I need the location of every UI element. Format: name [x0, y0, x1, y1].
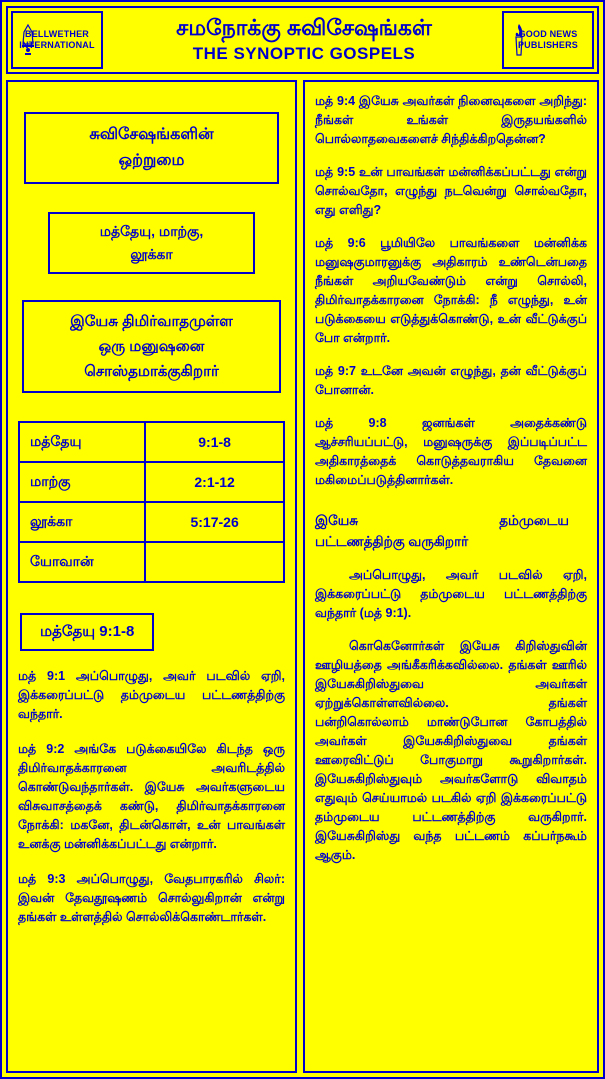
verse-paragraph-2: மத் 9:2 அங்கே படுக்கையிலே கிடந்த ஒரு திமிர்வாதக்காரனை அவரிடத்தில் கொண்டுவந்தார்கள். இயேசு அவர்களுடைய விசுவாசத்தைக் கண்டு, திமிர்வாதக்காரனை நோக்கி: மகனே, திடன்கொள், உன் பாவங்கள் உனக்கு மன்னிக்கப்பட்டது என்றார். [18, 742, 285, 851]
table-cell-book: மாற்கு [20, 463, 146, 501]
table-cell-book: லூக்கா [20, 503, 146, 541]
goodnews-logo [502, 11, 594, 69]
page-header [6, 6, 599, 74]
verse-paragraph-7: மத் 9:7 உடனே அவன் எழுந்து, தன் வீட்டுக்குப் போனான். [315, 364, 587, 397]
topic-line1: இயேசு திமிர்வாதமுள்ள [70, 313, 233, 330]
verse-paragraph-3: மத் 9:3 அப்பொழுது, வேதபாரகரில் சிலர்: இவன் தேவதூஷணம் சொல்லுகிறான் என்று தங்கள் உள்ளத்தில் சொல்லிக்கொண்டார்கள். [18, 872, 285, 924]
table-row [20, 423, 283, 463]
books-line2: லூக்கா [130, 246, 173, 262]
commentary-paragraph-2: கொகெனோர்கள் இயேசு கிறிஸ்துவின் ஊழியத்தை அங்கீகரிக்கவில்லை. தங்கள் ஊரில் இயேசுகிறிஸ்துவை அவர்கள் ஏற்றுக்கொள்ளவில்லை. தங்கள் பன்றிகொல்லாம் மாண்டுபோன கோபத்தில் அவர்கள் இயேசுகிறிஸ்துவை தங்கள் ஊரைவிட்டுப் போகுமாறு கூறுகிறார்கள். இயேசுகிறிஸ்துவும் அவர்களோடு விவாதம் எதுவும் செய்யாமல் படகில் ஏறி இக்கரைப்பட்டு தம்முடைய பட்டணத்திற்கு வருகிறார். இயேசுகிறிஸ்து வந்த பட்டணம் கப்பர்நகூம் ஆகும். [315, 639, 587, 862]
table-row [20, 503, 283, 543]
verse-paragraph-8: மத் 9:8 ஜனங்கள் அதைக்கண்டு ஆச்சரியப்பட்டு, மனுஷருக்கு இப்படிப்பட்ட அதிகாரத்தைக் கொடுத்தவராகிய தேவனை மகிமைப்படுத்தினார்கள். [315, 416, 587, 487]
table-cell-reference: 9:1-8 [198, 434, 231, 450]
table-cell-book: யோவான் [20, 543, 146, 581]
reference-table [18, 421, 285, 583]
table-cell-reference: 2:1-12 [194, 474, 235, 490]
verse-paragraph-5: மத் 9:5 உன் பாவங்கள் மன்னிக்கப்பட்டது என்று சொல்வதோ, எழுந்து நடவென்று சொல்வதோ, எது எளிது? [315, 165, 587, 217]
right-column [303, 80, 599, 1073]
subheading-part1: இயேசு [315, 513, 359, 528]
table-cell-reference: 5:17-26 [190, 514, 239, 530]
subheading-part2: தம்முடைய [499, 513, 569, 528]
verse-paragraph-6: மத் 9:6 பூமியிலே பாவங்களை மன்னிக்க மனுஷகுமாரனுக்கு அதிகாரம் உண்டென்பதை நீங்கள் அறியவேண்டும் என்று சொல்லி, திமிர்வாதக்காரனை நோக்கி: நீ எழுந்து, உன் படுக்கையை எடுத்துக்கொண்டு, உன் வீட்டுக்குப் போ என்றார். [315, 236, 587, 345]
bellwether-logo [11, 11, 103, 69]
commentary-paragraph-1: அப்பொழுது, அவர் படவில் ஏறி, இக்கரைப்பட்டு தம்முடைய பட்டணத்திற்கு வந்தார் (மத் 9:1). [315, 568, 587, 620]
bellwether-logo-line2: INTERNATIONAL [19, 40, 95, 50]
passage-heading-box: மத்தேயு 9:1-8 [20, 613, 154, 651]
bellwether-logo-line1: BELLWETHER [25, 29, 89, 39]
table-row [20, 543, 283, 583]
verse-paragraph-1: மத் 9:1 அப்பொழுது, அவர் படவில் ஏறி, இக்கரைப்பட்டு தம்முடைய பட்டணத்திற்கு வந்தார். [18, 669, 285, 721]
goodnews-logo-line2: PUBLISHERS [517, 40, 578, 50]
topic-box [22, 300, 281, 393]
header-titles [106, 8, 502, 72]
subheading-line2: பட்டணத்திற்கு வருகிறார் [315, 534, 469, 549]
unity-heading-box [24, 112, 279, 184]
goodnews-logo-line1: GOOD NEWS [518, 29, 578, 39]
section-subheading [315, 510, 587, 531]
page-title-tamil: சமநோக்கு சுவிசேஷங்கள் [176, 15, 432, 40]
books-box [48, 212, 255, 274]
table-row [20, 463, 283, 503]
topic-line2: ஒரு மனுஷனை [98, 338, 205, 355]
table-cell-reference [146, 543, 283, 581]
left-column [6, 80, 297, 1073]
page-title-english: THE SYNOPTIC GOSPELS [192, 44, 416, 63]
unity-heading-line1: சுவிசேஷங்களின் [89, 126, 214, 143]
topic-line3: சொஸ்தமாக்குகிறார் [84, 363, 219, 380]
books-line1: மத்தேயு, மாற்கு, [99, 223, 204, 239]
unity-heading-line2: ஒற்றுமை [118, 152, 185, 169]
table-cell-book: மத்தேயு [20, 423, 146, 461]
verse-paragraph-4: மத் 9:4 இயேசு அவர்கள் நினைவுகளை அறிந்து: நீங்கள் உங்கள் இருதயங்களில் பொல்லாதவைகளைச் சிந்திக்கிறதென்ன? [315, 94, 587, 146]
